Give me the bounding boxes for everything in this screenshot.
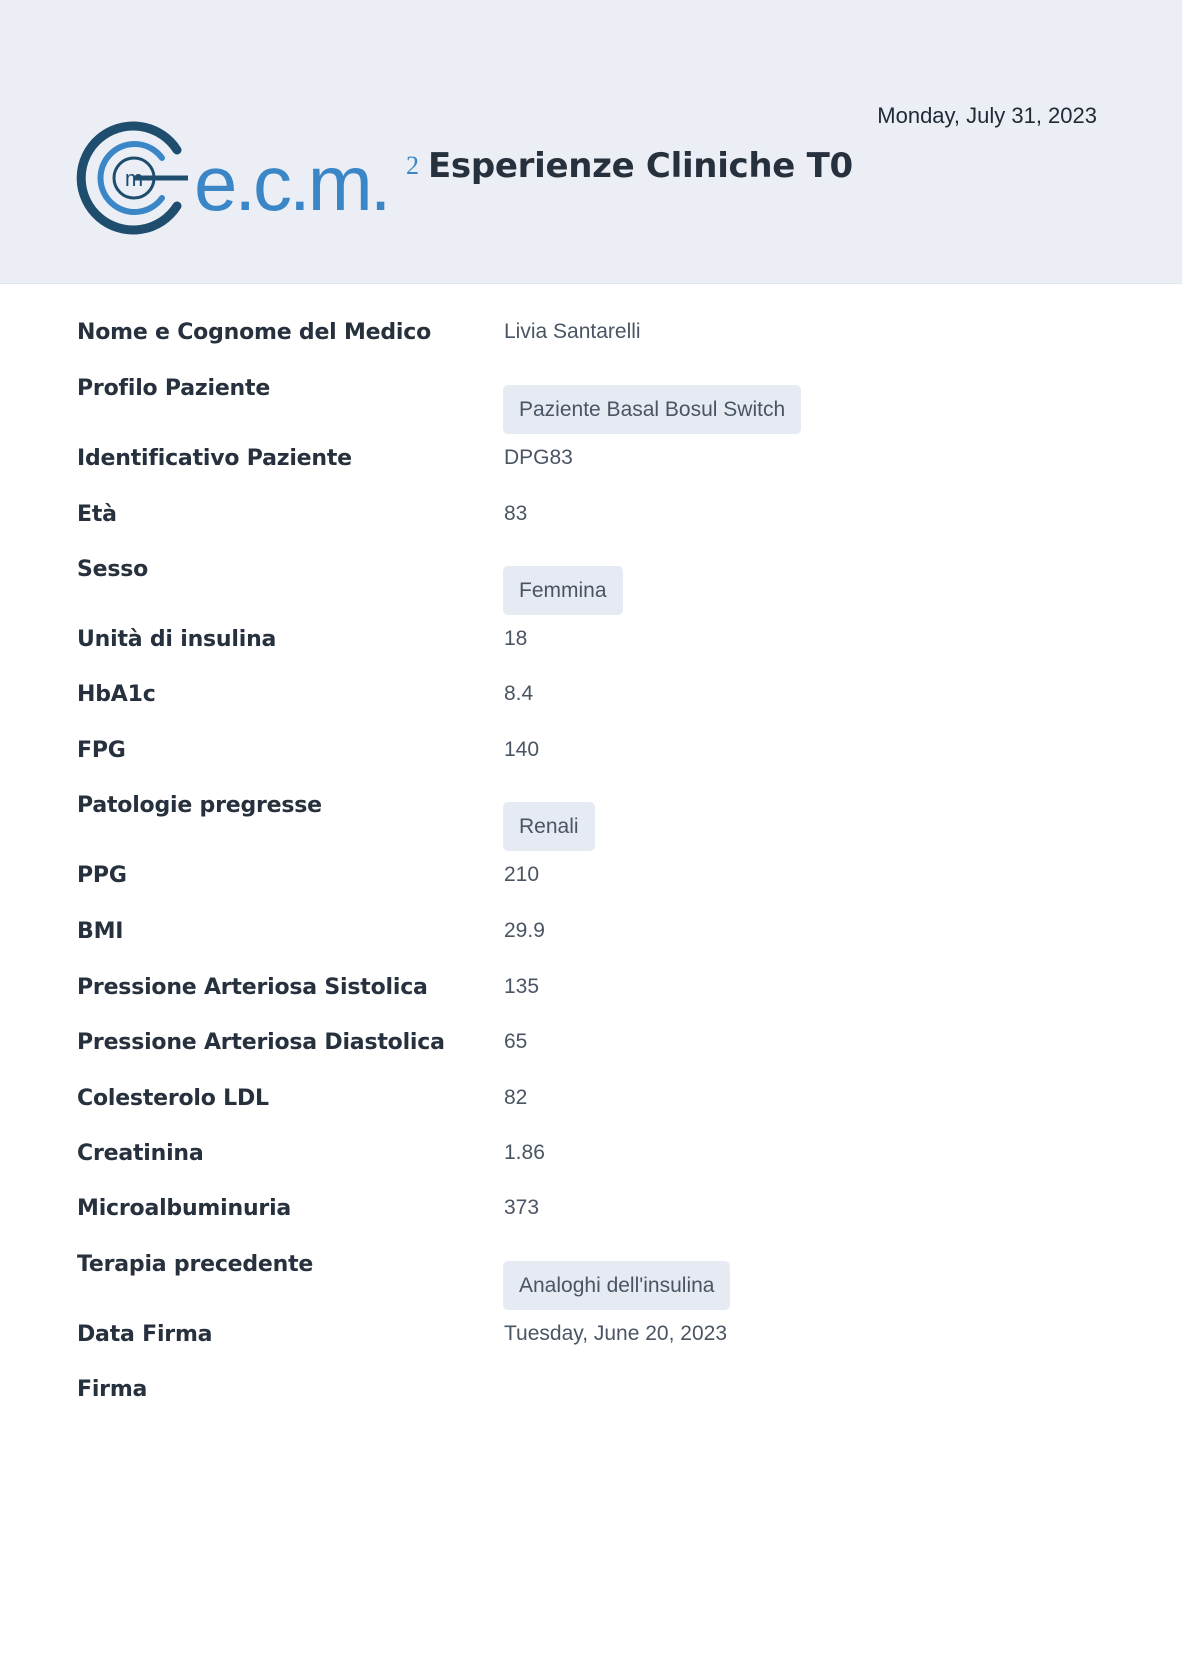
field-value: DPG83 bbox=[504, 446, 573, 469]
page-title: Esperienze Cliniche T0 bbox=[428, 146, 853, 186]
field-label: FPG bbox=[77, 738, 126, 763]
svg-text:2: 2 bbox=[406, 151, 419, 180]
field-value: 8.4 bbox=[504, 682, 534, 705]
field-label: Terapia precedente bbox=[77, 1252, 314, 1277]
field-label: Identificativo Paziente bbox=[77, 446, 352, 471]
ecm-logo bbox=[76, 120, 421, 236]
field-label: Colesterolo LDL bbox=[77, 1086, 269, 1111]
field-value: 1.86 bbox=[504, 1141, 545, 1164]
report-header bbox=[0, 0, 1182, 284]
field-label: Sesso bbox=[77, 557, 149, 582]
patologie-chip: Renali bbox=[503, 802, 595, 851]
field-label: Profilo Paziente bbox=[77, 376, 271, 401]
field-label: Nome e Cognome del Medico bbox=[77, 320, 432, 345]
field-value: Livia Santarelli bbox=[504, 320, 641, 343]
sesso-chip: Femmina bbox=[503, 566, 623, 615]
field-label: BMI bbox=[77, 919, 124, 944]
profilo-paziente-chip: Paziente Basal Bosul Switch bbox=[503, 385, 801, 434]
field-label: Unità di insulina bbox=[77, 627, 277, 652]
field-value: 83 bbox=[504, 502, 528, 525]
field-label: Data Firma bbox=[77, 1322, 213, 1347]
field-value: 373 bbox=[504, 1196, 540, 1219]
field-label: Pressione Arteriosa Sistolica bbox=[77, 975, 428, 1000]
field-value: 135 bbox=[504, 975, 540, 998]
svg-text:e.c.m.: e.c.m. bbox=[194, 139, 389, 227]
field-value: 29.9 bbox=[504, 919, 545, 942]
field-label: Firma bbox=[77, 1377, 148, 1402]
field-value: 140 bbox=[504, 738, 540, 761]
report-date: Monday, July 31, 2023 bbox=[877, 103, 1097, 128]
field-value: 210 bbox=[504, 863, 540, 886]
field-label: Età bbox=[77, 502, 117, 527]
svg-text:m: m bbox=[124, 166, 144, 191]
field-value: Tuesday, June 20, 2023 bbox=[504, 1322, 727, 1345]
field-value: 65 bbox=[504, 1030, 528, 1053]
field-label: Pressione Arteriosa Diastolica bbox=[77, 1030, 445, 1055]
field-label: Creatinina bbox=[77, 1141, 204, 1166]
field-label: PPG bbox=[77, 863, 127, 888]
field-label: Patologie pregresse bbox=[77, 793, 322, 818]
field-label: Microalbuminuria bbox=[77, 1196, 292, 1221]
field-label: HbA1c bbox=[77, 682, 156, 707]
field-value: 82 bbox=[504, 1086, 528, 1109]
terapia-chip: Analoghi dell'insulina bbox=[503, 1261, 730, 1310]
field-value: 18 bbox=[504, 627, 528, 650]
